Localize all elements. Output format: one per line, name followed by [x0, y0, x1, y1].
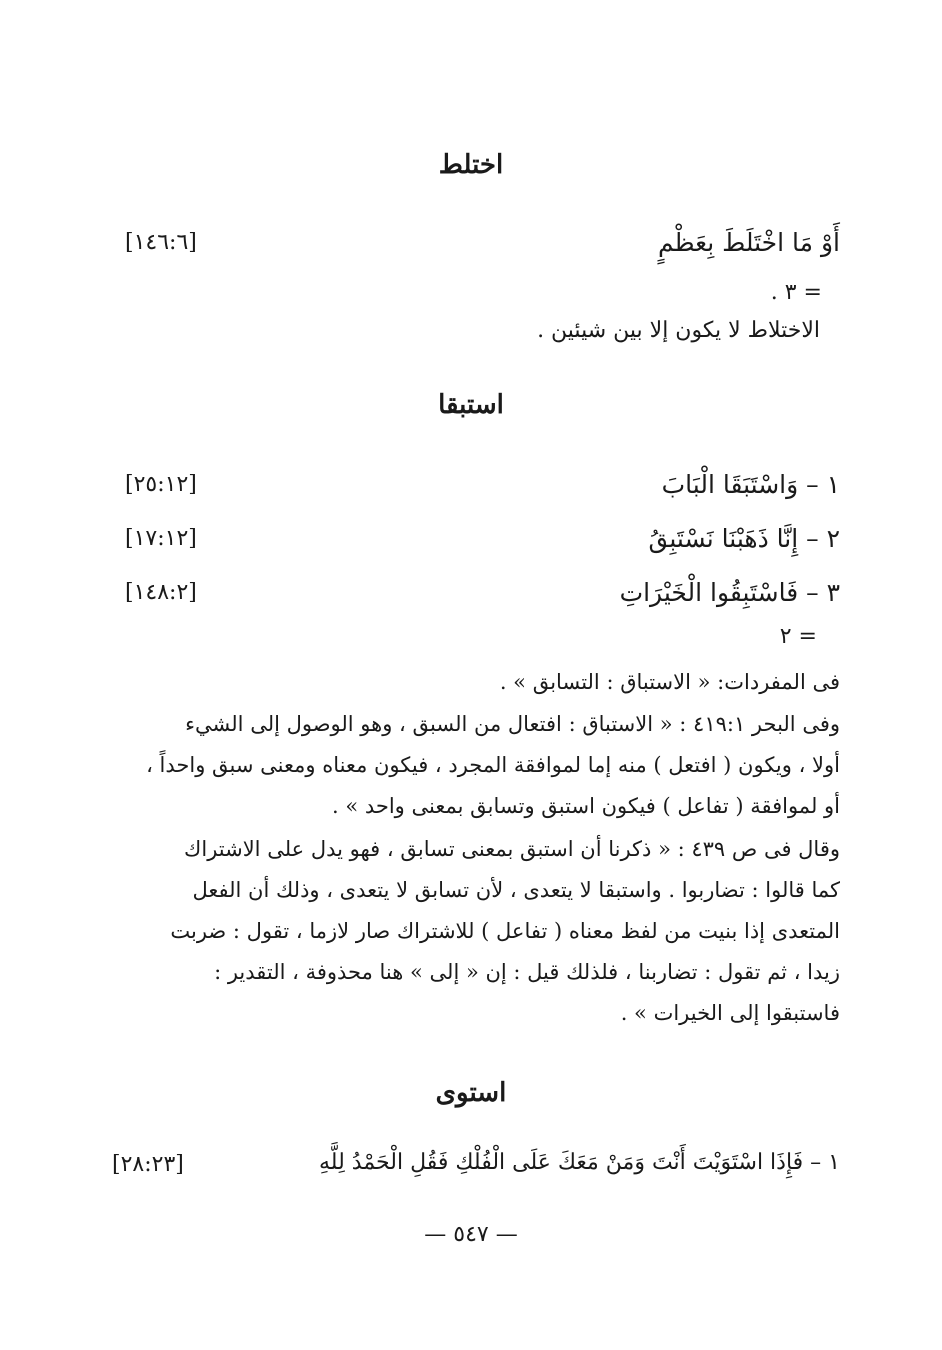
verse-entry: [110, 470, 840, 510]
paragraph-line: كما قالوا : تضاربوا . واستبقا لا يتعدى ، لأن تسابق لا يتعدى ، وذلك أن الفعل: [192, 878, 840, 902]
page-number: — ٥٤٧ —: [424, 1222, 518, 1247]
verse-entry: [110, 578, 840, 618]
paragraph-line: أو لموافقة ( تفاعل ) فيكون استبق وتسابق بمعنى واحد » .: [331, 794, 840, 818]
verse-entry: [110, 228, 840, 268]
verse-text: ١ – فَإِذَا اسْتَوَيْتَ أَنْتَ وَمَنْ مَعَكَ عَلَى الْفُلْكِ فَقُلِ الْحَمْدُ لِلَّهِ: [319, 1150, 840, 1175]
paragraph-bahr: [118, 704, 840, 827]
paragraph-line: أولا ، ويكون ( افتعل ) منه إما لموافقة المجرد ، فيكون معناه ومعنى سبق واحداً ،: [146, 753, 840, 777]
paragraph-qal: [118, 829, 840, 1034]
paragraph-line: زيدا ، ثم تقول : تضاربنا ، فلذلك قيل : إن « إلى » هنا محذوفة ، التقدير :: [214, 960, 840, 984]
note-count: = ٢: [779, 624, 817, 649]
section-heading-ikhtalata: اختلط: [438, 150, 504, 180]
note-text: الاختلاط لا يكون إلا بين شيئين .: [537, 318, 820, 343]
paragraph-line: وفى البحر ٤١٩:١ : « الاستباق : افتعال من السبق ، وهو الوصول إلى الشيء: [185, 712, 840, 736]
verse-reference: [١٤٦:٦]: [125, 230, 197, 255]
verse-reference: [٢٥:١٢]: [125, 472, 197, 497]
section-heading-istawa: استوى: [435, 1078, 507, 1108]
paragraph-line: المتعدى إذا بنيت من لفظ معناه ( تفاعل ) للاشتراك صار لازما ، تقول : ضربت: [170, 919, 840, 943]
paragraph-mufradat: [118, 662, 840, 703]
note-count: = ٣ .: [770, 280, 822, 305]
verse-entry: [110, 524, 840, 564]
verse-text: ١ – وَاسْتَبَقَا الْبَابَ: [661, 470, 840, 499]
verse-text: ٣ – فَاسْتَبِقُوا الْخَيْرَاتِ: [619, 578, 840, 607]
paragraph-line: فاستبقوا إلى الخيرات » .: [620, 1001, 840, 1025]
paragraph-line: وقال فى ص ٤٣٩ : « ذكرنا أن استبق بمعنى تسابق ، فهو يدل على الاشتراك: [184, 837, 840, 861]
verse-reference: [١٤٨:٢]: [125, 580, 197, 605]
verse-reference: [١٧:١٢]: [125, 526, 197, 551]
verse-reference: [٢٨:٢٣]: [112, 1152, 184, 1177]
verse-entry: [100, 1150, 840, 1190]
verse-text: ٢ – إِنَّا ذَهَبْنَا نَسْتَبِقُ: [648, 524, 840, 553]
paragraph-line: فى المفردات: « الاستباق : التسابق » .: [499, 670, 840, 694]
verse-text: أَوْ مَا اخْتَلَطَ بِعَظْمٍ: [658, 228, 840, 257]
section-heading-istabaqa: استبقا: [438, 390, 504, 420]
